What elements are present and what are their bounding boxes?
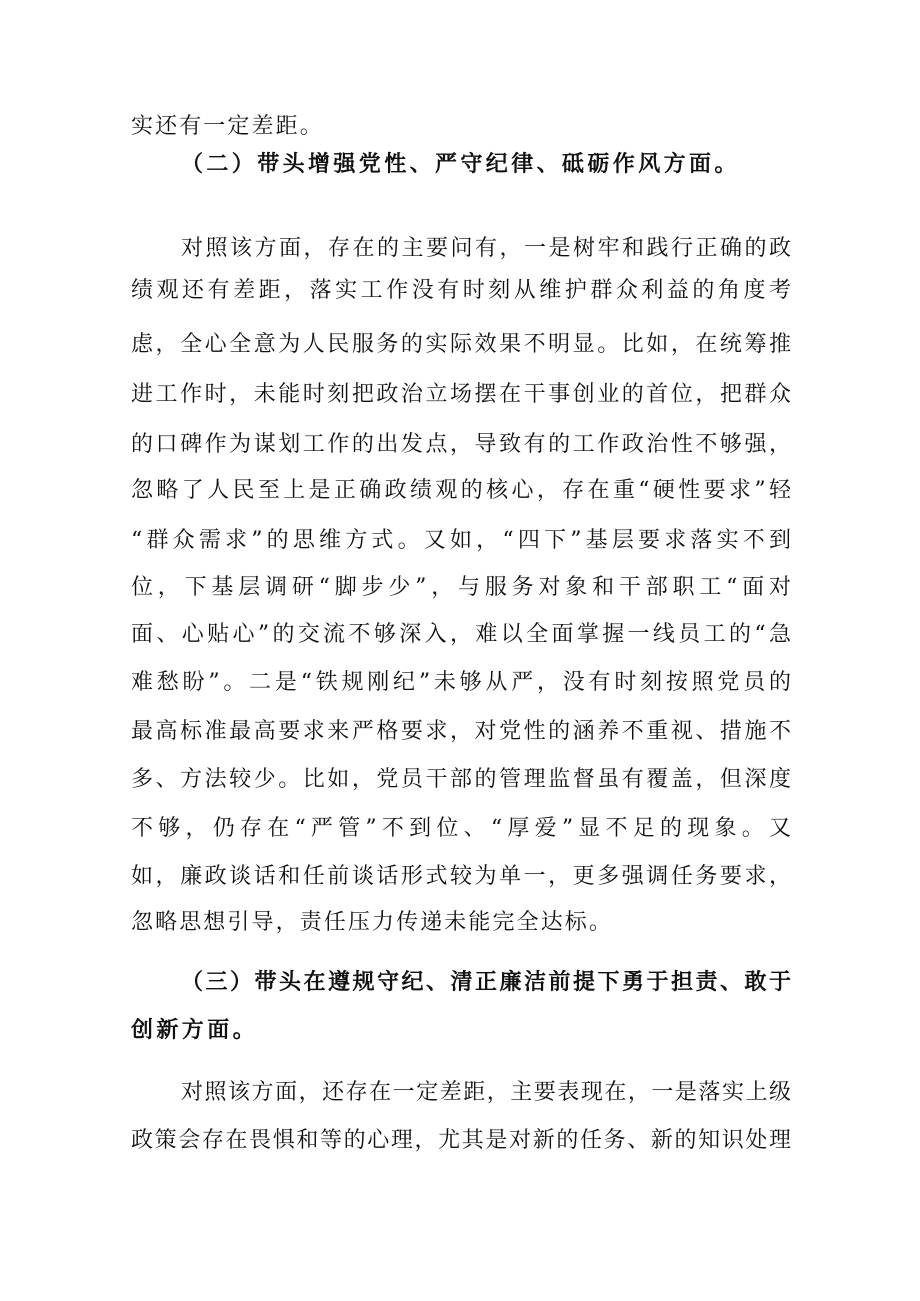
text-line-10: 位，下基层调研“脚步少”，与服务对象和干部职工“面对: [131, 575, 791, 600]
text-line-16: 如，廉政谈话和任前谈话形式较为单一，更多强调任务要求，: [131, 864, 791, 889]
text-line-3: 对照该方面，存在的主要问有，一是树牢和践行正确的政: [181, 236, 791, 261]
text-line-8: 忽略了人民至上是正确政绩观的核心，存在重“硬性要求”轻: [131, 478, 791, 503]
section-heading-3: （三）带头在遵规守纪、清正廉洁前提下勇于担责、敢于: [181, 970, 791, 995]
text-line-6: 进工作时，未能时刻把政治立场摆在干事创业的首位，把群众: [131, 382, 791, 407]
text-line-13: 最高标准最高要求来严格要求，对党性的涵养不重视、措施不: [131, 719, 791, 744]
text-line-15: 不够，仍存在“严管”不到位、“厚爱”显不足的现象。又: [131, 816, 791, 841]
text-line-7: 的口碑作为谋划工作的出发点，导致有的工作政治性不够强，: [131, 432, 791, 457]
section-heading-2: （二）带头增强党性、严守纪律、砥砺作风方面。: [181, 152, 740, 177]
text-line-21: 政策会存在畏惧和等的心理，尤其是对新的任务、新的知识处理: [131, 1128, 791, 1153]
text-line-17: 忽略思想引导，责任压力传递未能完全达标。: [131, 910, 614, 935]
text-line-14: 多、方法较少。比如，党员干部的管理监督虽有覆盖，但深度: [131, 767, 791, 792]
text-line-20: 对照该方面，还存在一定差距，主要表现在，一是落实上级: [181, 1080, 791, 1105]
text-line-12: 难愁盼”。二是“铁规刚纪”未够从严，没有时刻按照党员的: [131, 670, 791, 695]
text-line-9: “群众需求”的思维方式。又如，“四下”基层要求落实不到: [131, 528, 791, 553]
section-heading-3-cont: 创新方面。: [131, 1018, 259, 1043]
text-line-4: 绩观还有差距，落实工作没有时刻从维护群众利益的角度考: [131, 278, 791, 303]
text-line-1: 实还有一定差距。: [131, 114, 324, 139]
text-line-5: 虑，全心全意为人民服务的实际效果不明显。比如，在统筹推: [131, 332, 791, 357]
text-line-11: 面、心贴心”的交流不够深入，难以全面掌握一线员工的“急: [131, 622, 791, 647]
